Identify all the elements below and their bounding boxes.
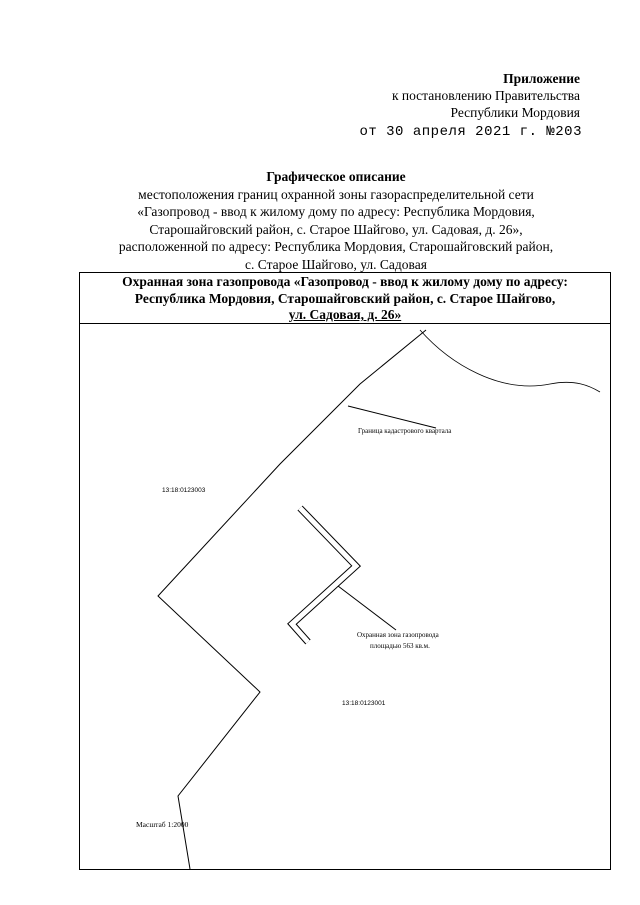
parcel-north-label: 13:18:0123003 (162, 487, 206, 494)
zone-label-line-1: Охранная зона газопровода (357, 631, 439, 639)
heading-line-3: Старошайговский район, с. Старое Шайгово, ул. Садовая, д. 26», (149, 221, 523, 237)
heading-line-5: с. Старое Шайгово, ул. Садовая (245, 256, 427, 272)
document-heading (60, 168, 612, 273)
heading-line-4: расположенной по адресу: Республика Мордовия, Старошайговский район, (118, 239, 554, 254)
cadastral-map (80, 324, 610, 869)
boundary-leader-line (348, 406, 436, 428)
zone-leader-line (338, 586, 396, 630)
heading-line-1: местоположения границ охранной зоны газораспределительной сети (138, 186, 534, 202)
protection-zone-shape (292, 508, 356, 642)
appendix-block (392, 70, 580, 121)
heading-title: Графическое описание (266, 169, 406, 184)
appendix-line-1: к постановлению Правительства (391, 88, 580, 103)
map-scale: Масштаб 1:2000 (136, 820, 189, 829)
cadastral-boundary-line (158, 330, 426, 869)
map-header-line-2: Республика Мордовия, Старошайговский район, с. Старое Шайгово, (134, 290, 556, 306)
map-header-line-1: Охранная зона газопровода «Газопровод - ввод к жилому дому по адресу: (122, 274, 568, 289)
zone-label-line-2: площадью 563 кв.м. (370, 642, 430, 650)
decree-date-number: от 30 апреля 2021 г. №203 (359, 124, 582, 140)
parcel-south-label: 13:18:0123001 (342, 700, 386, 707)
heading-line-2: «Газопровод - ввод к жилому дому по адресу: Республика Мордовия, (137, 204, 535, 219)
appendix-title: Приложение (503, 71, 580, 86)
appendix-line-2: Республики Мордовия (450, 105, 580, 120)
map-header (79, 272, 611, 324)
map-header-line-3: ул. Садовая, д. 26» (288, 307, 402, 322)
road-line (420, 330, 600, 392)
boundary-label: Граница кадастрового квартала (358, 427, 452, 435)
